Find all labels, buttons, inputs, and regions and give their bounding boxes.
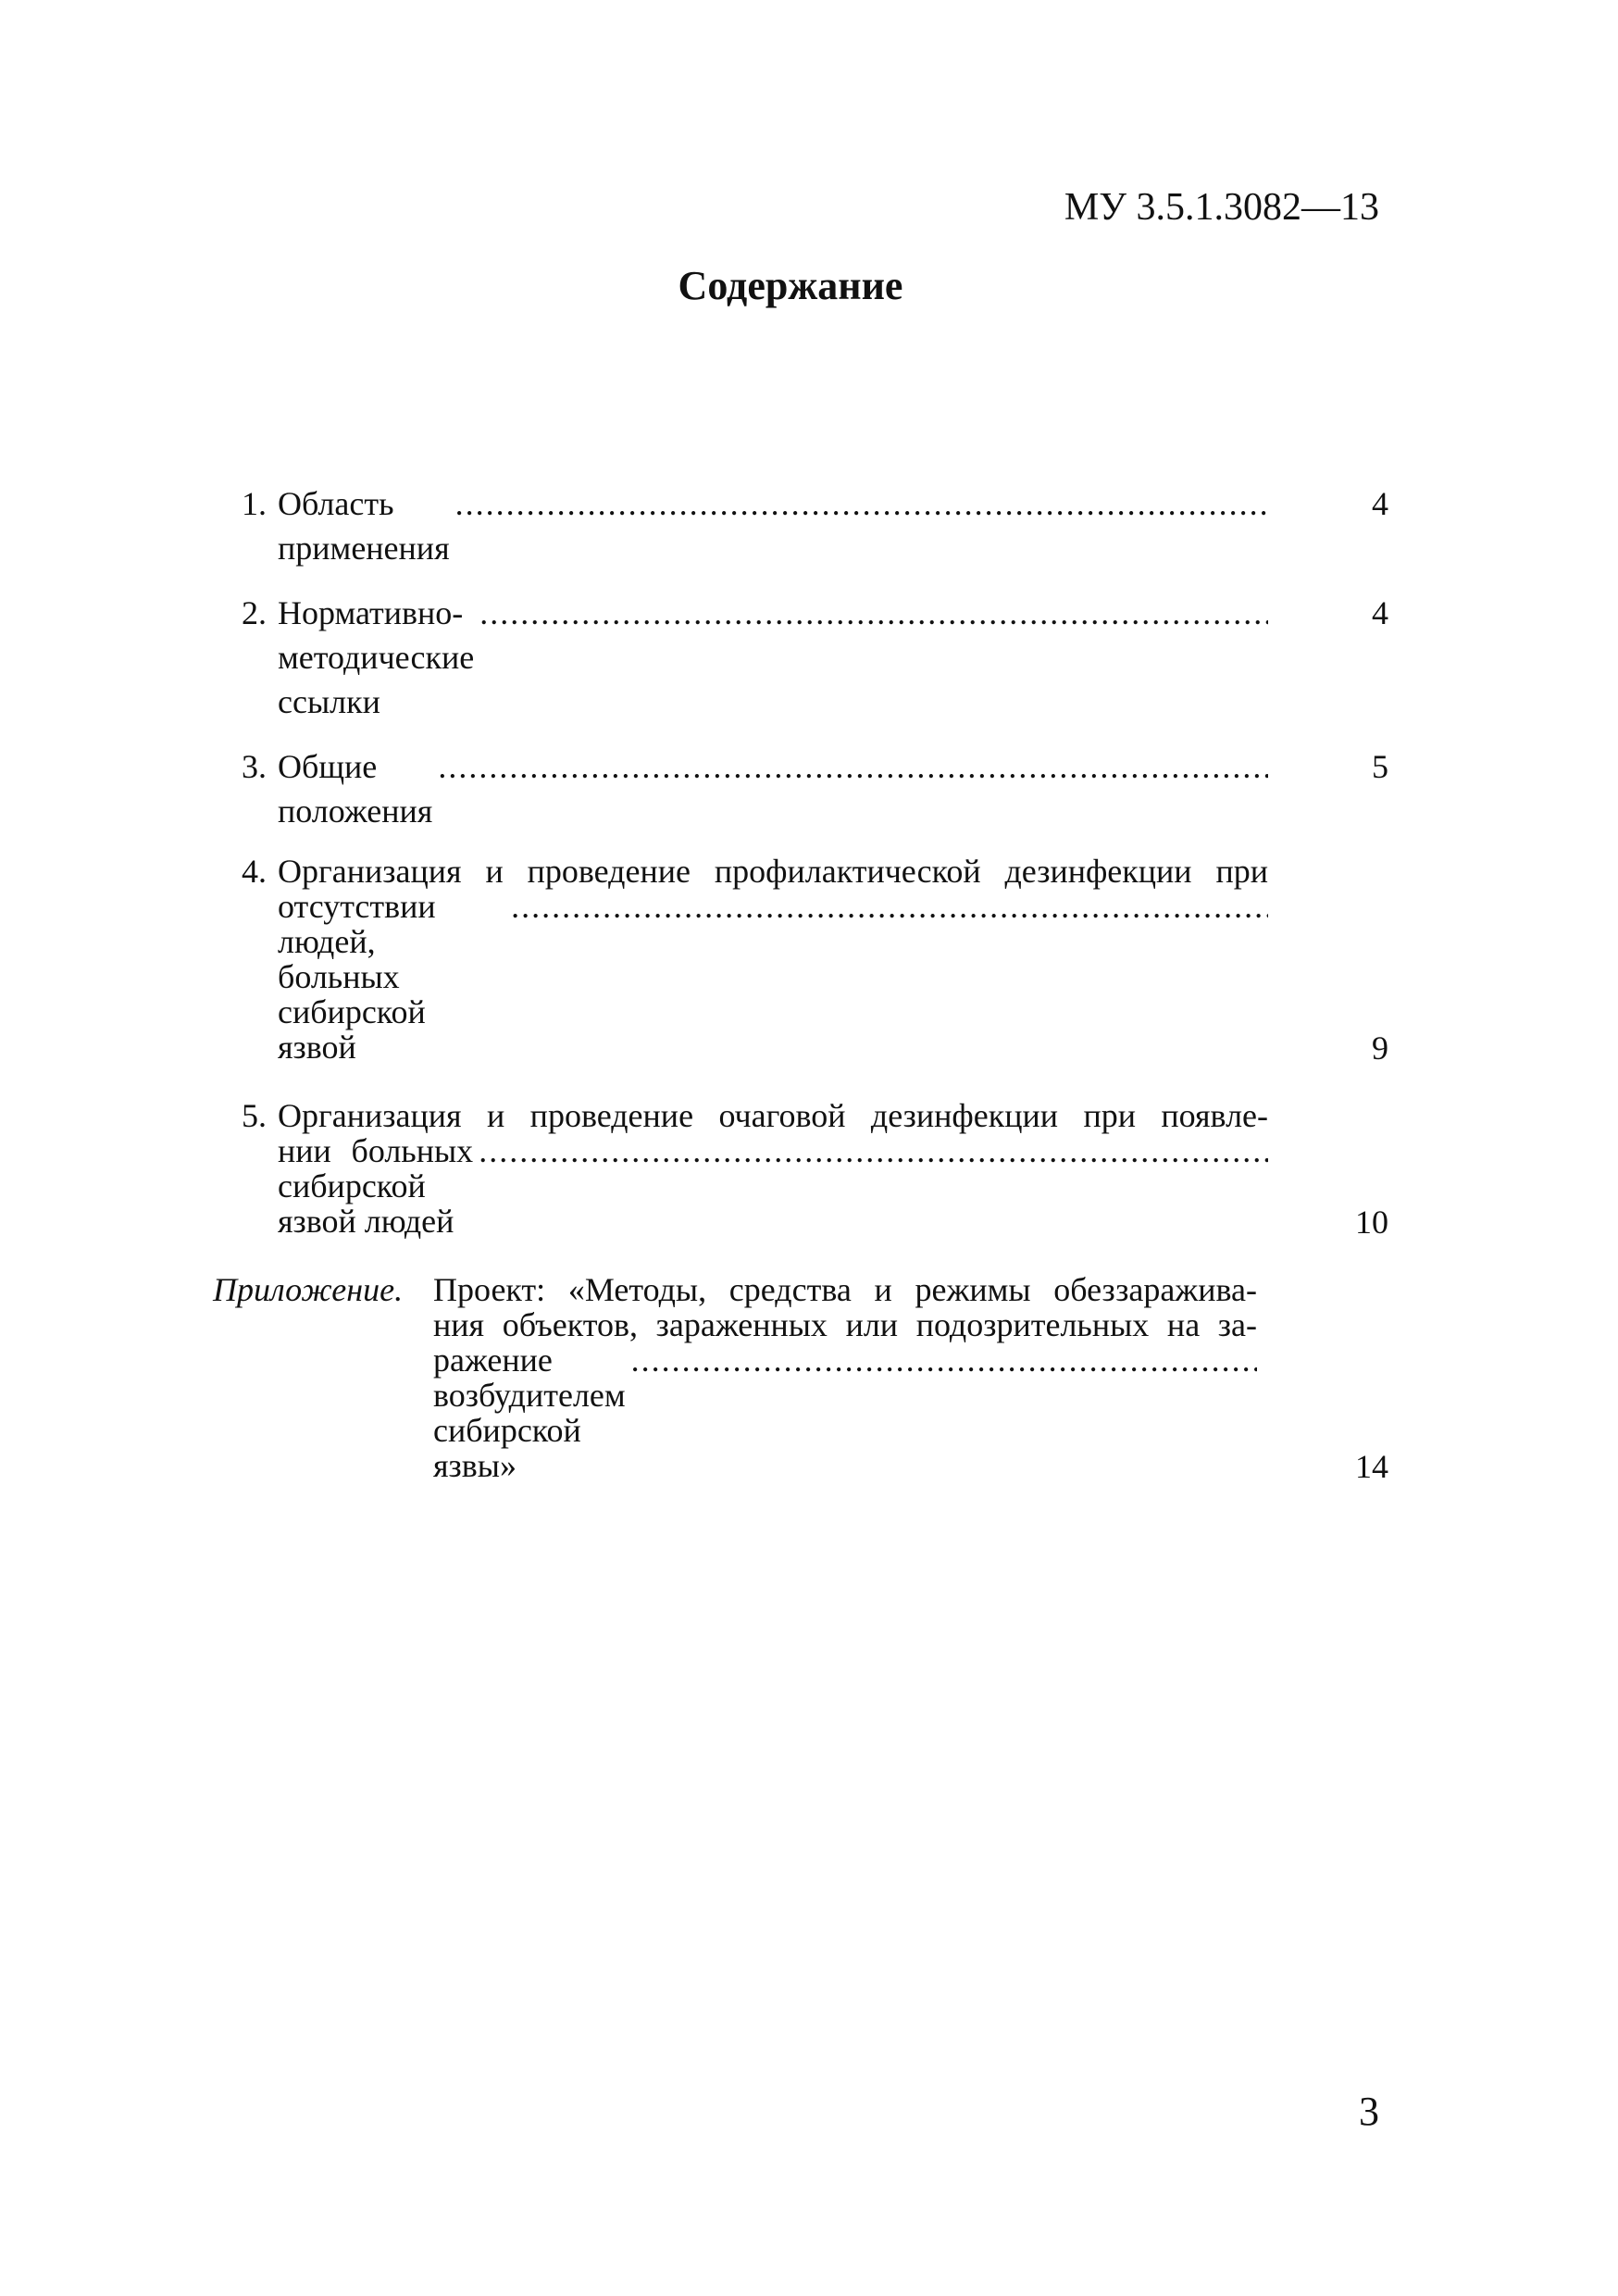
document-code: МУ 3.5.1.3082—13 [1064,186,1379,229]
appendix-title-line: Проект: «Методы, средства и режимы обеззаражива- [433,1271,1257,1308]
toc-entry-title-text: Нормативно-методические ссылки [278,594,475,720]
toc-entry-title [278,591,1268,724]
toc-entry-page: 9 [1372,1029,1388,1067]
toc-entry-number: 2. [242,594,267,631]
appendix-label: Приложение. [213,1271,404,1308]
toc-entry-title-text: отсутствии людей, больных сибирской язвой [278,888,436,1066]
toc-entry-title-text: Общие положения [278,748,433,830]
appendix-page: 14 [1355,1448,1388,1485]
toc-entry-title [278,744,1268,833]
page-title: Содержание [678,263,903,308]
dot-leader [479,1133,1268,1168]
dot-leader [455,481,1268,526]
toc-entry-number: 3. [242,748,267,785]
toc-entry-title-text: Область применения [278,485,450,567]
toc-entry-5[interactable] [213,1098,1388,1239]
toc-entry-3[interactable] [213,744,1388,833]
toc-entry-title [278,854,1268,1065]
toc-entry-title-text: нии больных сибирской язвой людей [278,1132,474,1240]
toc-entry-number: 5. [242,1097,267,1134]
appendix-title-line: ния объектов, зараженных или подозрительных на за- [433,1306,1257,1343]
appendix-title [433,1272,1257,1483]
dot-leader [438,744,1268,789]
table-of-contents [213,481,1388,1483]
dot-leader [479,591,1268,635]
toc-entry-title [278,481,1268,570]
toc-entry-4[interactable] [213,854,1388,1065]
appendix-title-text: ражение возбудителем сибирской язвы» [433,1341,626,1484]
toc-entry-page: 4 [1372,594,1388,631]
toc-entry-page: 10 [1355,1204,1388,1241]
toc-entry-number: 4. [242,853,267,890]
dot-leader [631,1342,1257,1378]
toc-entry-page: 4 [1372,485,1388,522]
toc-entry-title [278,1098,1268,1239]
toc-entry-1[interactable] [213,481,1388,570]
toc-entry-number: 1. [242,485,267,522]
toc-appendix-entry[interactable] [213,1272,1388,1483]
toc-entry-title-line: Организация и проведение очаговой дезинфекции при появле- [278,1097,1268,1134]
toc-entry-page: 5 [1372,748,1388,785]
page-number: 3 [1359,2089,1379,2134]
toc-entry-title-line: Организация и проведение профилактической дезинфекции при [278,853,1268,890]
toc-entry-2[interactable] [213,591,1388,724]
dot-leader [511,889,1268,924]
